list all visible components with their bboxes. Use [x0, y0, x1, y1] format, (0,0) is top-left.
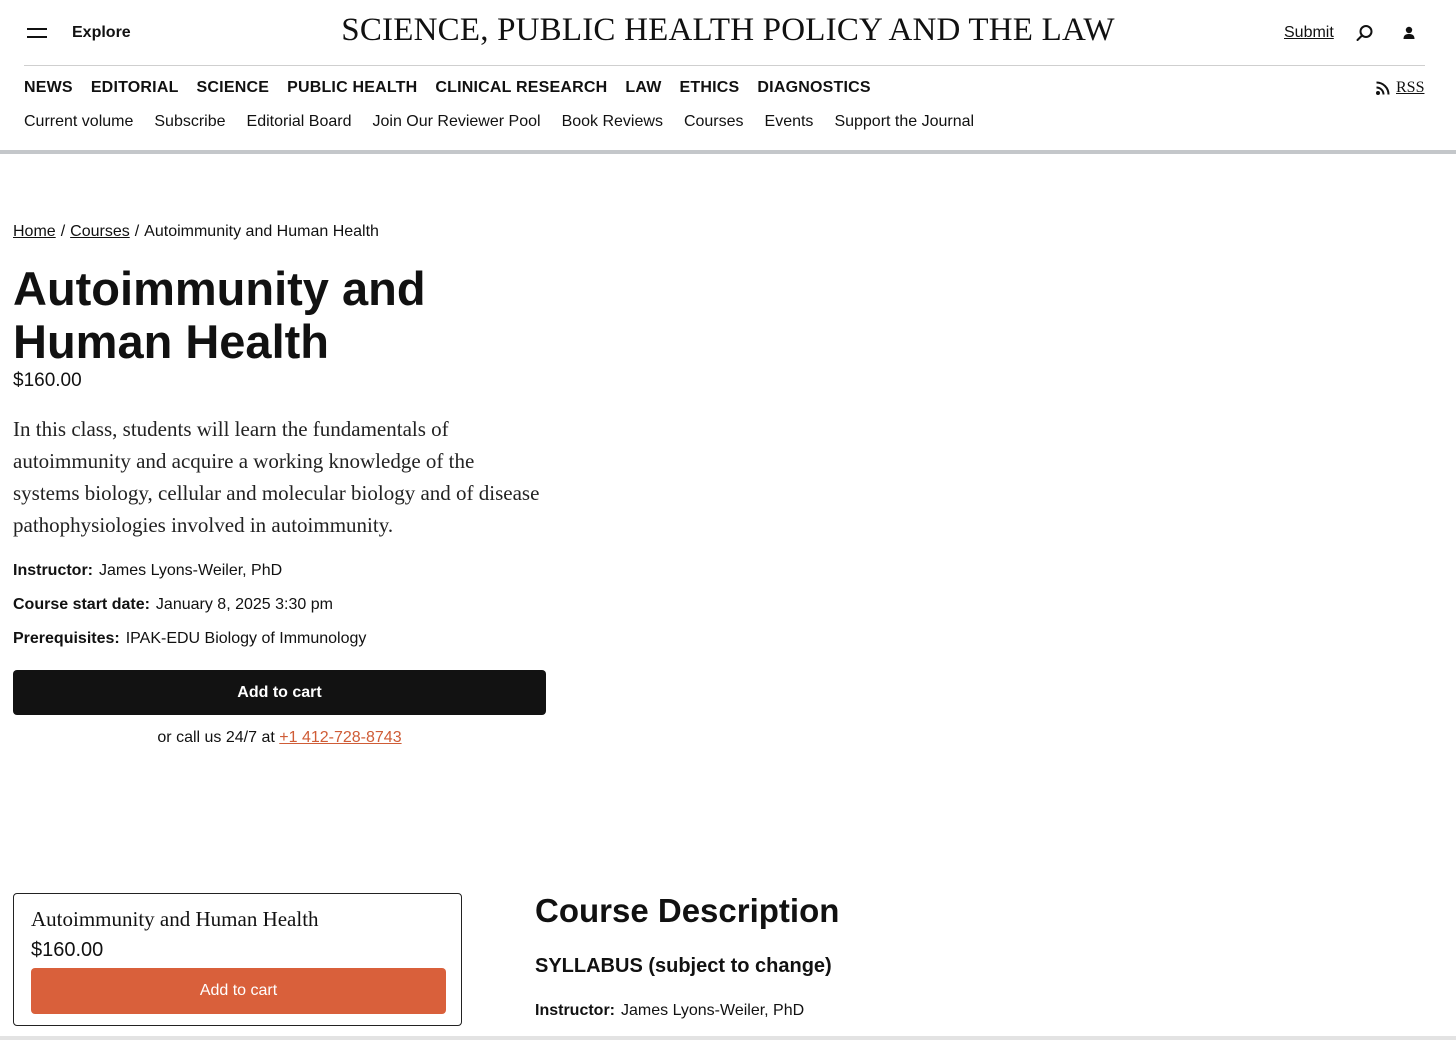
prerequisites-label: Prerequisites: [13, 630, 115, 647]
product-price: $160.00: [13, 370, 82, 391]
nav-reviewer-pool[interactable]: Join Our Reviewer Pool: [372, 113, 541, 130]
course-instructor-label: Instructor: [535, 1002, 610, 1019]
primary-nav: [24, 79, 871, 99]
site-title[interactable]: SCIENCE, PUBLIC HEALTH POLICY AND THE LAW: [341, 12, 1115, 48]
breadcrumb-courses[interactable]: Courses: [70, 223, 130, 240]
submit-link[interactable]: Submit: [1284, 24, 1334, 41]
call-us-line: [13, 729, 546, 747]
user-icon[interactable]: [1401, 25, 1417, 41]
product-description: In this class, students will learn the fundamentals of autoimmunity and acquire a working knowledge of the systems biology, cellular and molecular biology and of disease pathophysiologies involved in autoimmunity.: [13, 417, 540, 537]
nav-editorial-board[interactable]: Editorial Board: [246, 113, 352, 130]
phone-link[interactable]: +1 412-728-8743: [279, 729, 402, 746]
secondary-nav: [24, 113, 974, 133]
nav-support[interactable]: Support the Journal: [834, 113, 975, 130]
rss-icon: [1375, 80, 1391, 96]
product-title: Autoimmunity and Human Health: [13, 262, 426, 368]
rss-link[interactable]: [1375, 79, 1424, 97]
breadcrumb-home[interactable]: Home: [13, 223, 56, 240]
header-bottom-border: [0, 150, 1456, 154]
nav-science[interactable]: SCIENCE: [196, 79, 270, 96]
course-instructor-value: James Lyons-Weiler, PhD: [621, 1002, 805, 1019]
rss-label: RSS: [1396, 79, 1425, 96]
nav-diagnostics[interactable]: DIAGNOSTICS: [757, 79, 871, 96]
prerequisites-value: IPAK-EDU Biology of Immunology: [125, 630, 367, 647]
buy-box-add-to-cart-button[interactable]: Add to cart: [31, 968, 446, 1014]
nav-courses[interactable]: Courses: [683, 113, 744, 130]
nav-events[interactable]: Events: [764, 113, 814, 130]
site-header: [0, 0, 1456, 66]
nav-book-reviews[interactable]: Book Reviews: [561, 113, 663, 130]
nav-law[interactable]: LAW: [625, 79, 662, 96]
explore-button[interactable]: Explore: [72, 24, 131, 41]
instructor-label: Instructor: [13, 562, 88, 579]
search-icon[interactable]: [1356, 24, 1374, 42]
buy-box-title: Autoimmunity and Human Health: [31, 907, 319, 931]
syllabus-heading: SYLLABUS (subject to change): [535, 955, 832, 977]
course-description-heading: Course Description: [535, 892, 840, 929]
nav-editorial[interactable]: EDITORIAL: [90, 79, 179, 96]
header-divider: [24, 65, 1425, 66]
buy-box-price: $160.00: [31, 939, 104, 961]
breadcrumb-separator: /: [134, 223, 140, 240]
sticky-buy-box: [13, 893, 462, 1026]
nav-subscribe[interactable]: Subscribe: [154, 113, 226, 130]
start-date-row: Course start date: January 8, 2025 3:30 pm: [13, 596, 333, 613]
nav-current-volume[interactable]: Current volume: [24, 113, 134, 130]
start-date-value: January 8, 2025 3:30 pm: [155, 596, 333, 613]
call-us-text: or call us 24/7 at: [157, 729, 275, 746]
instructor-value: James Lyons-Weiler, PhD: [99, 562, 283, 579]
breadcrumb: [13, 223, 379, 241]
course-instructor-row: Instructor: James Lyons-Weiler, PhD: [535, 1002, 805, 1019]
start-date-label: Course start date: [13, 596, 145, 613]
nav-ethics[interactable]: ETHICS: [679, 79, 740, 96]
instructor-row: Instructor: James Lyons-Weiler, PhD: [13, 562, 283, 579]
breadcrumb-separator: /: [60, 223, 66, 240]
prerequisites-row: Prerequisites: IPAK-EDU Biology of Immunology: [13, 630, 367, 647]
nav-clinical-research[interactable]: CLINICAL RESEARCH: [435, 79, 608, 96]
breadcrumb-current: Autoimmunity and Human Health: [144, 223, 379, 240]
nav-public-health[interactable]: PUBLIC HEALTH: [287, 79, 418, 96]
page-bottom-edge: [0, 1036, 1456, 1040]
add-to-cart-button[interactable]: Add to cart: [13, 670, 546, 715]
nav-news[interactable]: NEWS: [24, 79, 73, 96]
